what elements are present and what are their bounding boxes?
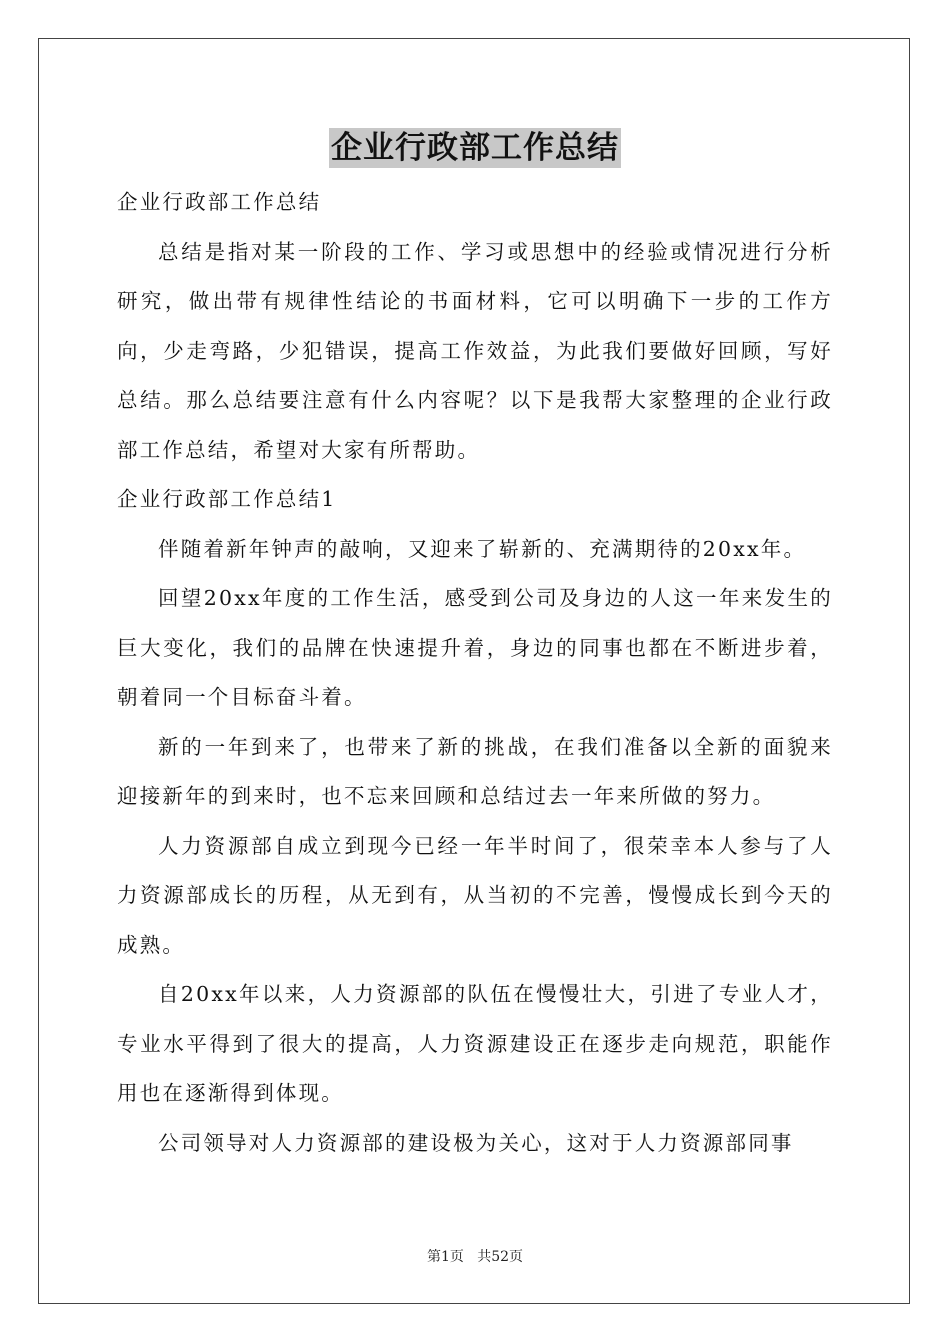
body-paragraph: 回望20xx年度的工作生活，感受到公司及身边的人这一年来发生的巨大变化，我们的品牌在快速提升着，身边的同事也都在不断进步着，朝着同一个目标奋斗着。 (117, 586, 833, 709)
body-paragraph: 新的一年到来了，也带来了新的挑战，在我们准备以全新的面貌来迎接新年的到来时，也不忘来回顾和总结过去一年来所做的努力。 (117, 734, 833, 808)
document-body (117, 178, 833, 1168)
body-paragraph: 人力资源部自成立到现今已经一年半时间了，很荣幸本人参与了人力资源部成长的历程，从无到有，从当初的不完善，慢慢成长到今天的成熟。 (117, 833, 833, 957)
body-paragraph: 公司领导对人力资源部的建设极为关心，这对于人力资源部同事 (158, 1130, 794, 1155)
body-paragraph: 伴随着新年钟声的敲响，又迎来了崭新的、充满期待的20xx年。 (158, 536, 807, 561)
section-heading: 企业行政部工作总结 (117, 190, 322, 214)
page-footer (0, 1246, 950, 1266)
section-heading: 企业行政部工作总结1 (117, 487, 337, 511)
page-number-label: 第1页 共52页 (426, 1249, 524, 1265)
body-paragraph: 总结是指对某一阶段的工作、学习或思想中的经验或情况进行分析研究，做出带有规律性结论的书面材料，它可以明确下一步的工作方向，少走弯路，少犯错误，提高工作效益，为此我们要做好回顾，写好总结。那么总结要注意有什么内容呢？以下是我帮大家整理的企业行政部工作总结，希望对大家有所帮助。 (117, 239, 833, 462)
body-paragraph: 自20xx年以来，人力资源部的队伍在慢慢壮大，引进了专业人才，专业水平得到了很大的提高，人力资源建设正在逐步走向规范，职能作用也在逐渐得到体现。 (117, 982, 833, 1105)
document-title: 企业行政部工作总结 (331, 130, 619, 166)
document-title-row (0, 128, 950, 175)
